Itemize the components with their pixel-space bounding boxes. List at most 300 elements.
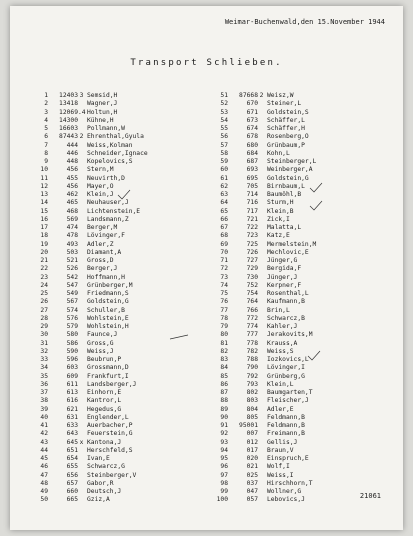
prisoner-number: 772 xyxy=(246,314,258,322)
prisoner-name: Iozkovics,L xyxy=(267,356,309,363)
prisoner-name: Hegedus,G xyxy=(87,405,122,413)
prisoner-name: Krauss,A xyxy=(267,339,298,347)
prisoner-name: Bergida,F xyxy=(267,265,302,273)
list-item xyxy=(212,472,333,480)
row-number: 7 xyxy=(44,141,48,149)
marker xyxy=(78,422,85,430)
prisoner-number: 684 xyxy=(246,149,258,157)
list-item xyxy=(212,241,333,249)
marker xyxy=(78,191,85,199)
marker: .4 xyxy=(78,108,86,116)
marker xyxy=(258,290,265,298)
row-number: 58 xyxy=(220,149,228,157)
prisoner-name: Grünbaum,P xyxy=(267,141,305,149)
row-number: 59 xyxy=(220,158,228,165)
prisoner-number: 754 xyxy=(246,290,258,297)
prisoner-number: 721 xyxy=(246,215,258,223)
prisoner-number: 693 xyxy=(246,166,258,174)
list-item xyxy=(32,125,153,133)
prisoner-name: Mayer,O xyxy=(87,182,114,190)
marker xyxy=(258,125,265,133)
prisoner-number: 579 xyxy=(66,323,78,330)
marker xyxy=(258,224,265,232)
row-number: 53 xyxy=(220,108,228,116)
prisoner-name: Kantror,L xyxy=(87,397,122,405)
row-number: 71 xyxy=(220,257,228,264)
prisoner-name: Gross,D xyxy=(87,257,114,264)
prisoner-number: 021 xyxy=(246,463,258,471)
marker xyxy=(78,274,85,282)
prisoner-name: Fleischer,J xyxy=(267,397,309,405)
prisoner-name: Lövinger,F xyxy=(87,232,125,240)
prisoner-number: 671 xyxy=(246,108,258,116)
list-item xyxy=(32,142,153,150)
marker xyxy=(258,274,265,282)
list-item xyxy=(212,331,333,339)
marker xyxy=(258,208,265,216)
prisoner-name: Sturm,H xyxy=(267,199,294,207)
marker xyxy=(258,496,265,504)
marker xyxy=(78,117,85,125)
marker xyxy=(258,282,265,290)
marker xyxy=(78,488,85,496)
prisoner-name: Lövinger,I xyxy=(267,364,305,372)
row-number: 19 xyxy=(40,240,48,248)
prisoner-number: 603 xyxy=(66,364,78,372)
list-item xyxy=(212,439,333,447)
row-number: 11 xyxy=(40,174,48,182)
row-number: 93 xyxy=(220,438,228,446)
row-number: 61 xyxy=(220,174,228,182)
list-item xyxy=(212,117,333,125)
pen-stroke-mark xyxy=(170,335,188,339)
list-item xyxy=(212,100,333,108)
prisoner-number: 792 xyxy=(246,372,258,380)
list-item xyxy=(32,463,153,471)
list-item xyxy=(32,414,153,422)
prisoner-name: Jünger,J xyxy=(267,273,298,281)
marker: 2 xyxy=(79,133,84,141)
list-item xyxy=(212,496,333,504)
row-number: 62 xyxy=(220,182,228,190)
row-number: 98 xyxy=(220,479,228,487)
prisoner-number: 655 xyxy=(66,463,78,471)
prisoner-name: Englender,L xyxy=(87,413,129,421)
prisoner-name: Klein,L xyxy=(267,380,294,388)
list-item xyxy=(212,307,333,315)
list-item xyxy=(32,315,153,323)
list-item xyxy=(212,463,333,471)
prisoner-number: 717 xyxy=(246,207,258,215)
list-item xyxy=(32,389,153,397)
marker xyxy=(78,480,85,488)
row-number: 84 xyxy=(220,364,228,372)
marker xyxy=(78,290,85,298)
document-page xyxy=(10,6,403,530)
prisoner-number: 725 xyxy=(246,240,258,248)
row-number: 80 xyxy=(220,331,228,339)
marker xyxy=(78,397,85,405)
marker xyxy=(258,216,265,224)
prisoner-number: 730 xyxy=(246,273,258,281)
marker xyxy=(78,150,85,158)
list-item xyxy=(212,282,333,290)
prisoner-number: 007 xyxy=(246,430,258,438)
row-number: 88 xyxy=(220,397,228,405)
prisoner-name: Kahler,J xyxy=(267,323,298,330)
prisoner-name: Mechlovic,E xyxy=(267,248,309,256)
list-item xyxy=(32,183,153,191)
marker xyxy=(258,340,265,348)
row-number: 94 xyxy=(220,446,228,454)
marker xyxy=(78,175,85,183)
list-item xyxy=(32,364,153,372)
row-number: 36 xyxy=(40,380,48,388)
row-number: 31 xyxy=(40,339,48,347)
prisoner-number: 020 xyxy=(246,455,258,462)
list-item xyxy=(32,150,153,158)
list-item xyxy=(212,232,333,240)
list-item xyxy=(32,282,153,290)
prisoner-number: 590 xyxy=(66,347,78,355)
list-item xyxy=(212,125,333,133)
prisoner-name: Weiss,J xyxy=(87,347,114,355)
row-number: 44 xyxy=(40,446,48,454)
marker xyxy=(78,125,85,133)
list-item xyxy=(32,117,153,125)
prisoner-name: Schäffer,L xyxy=(267,116,305,124)
prisoner-number: 643 xyxy=(66,430,78,438)
marker xyxy=(258,356,265,364)
list-item xyxy=(212,323,333,331)
row-number: 15 xyxy=(40,207,48,215)
marker xyxy=(258,480,265,488)
row-number: 67 xyxy=(220,224,228,231)
marker xyxy=(78,447,85,455)
prisoner-number: 793 xyxy=(246,380,258,388)
marker xyxy=(78,100,85,108)
prisoner-name: Berger,M xyxy=(87,224,118,231)
prisoner-number: 687 xyxy=(246,158,258,165)
marker xyxy=(258,257,265,265)
prisoner-name: Schwarcz,G xyxy=(87,463,125,471)
row-number: 35 xyxy=(40,372,48,380)
row-number: 73 xyxy=(220,273,228,281)
list-item xyxy=(212,348,333,356)
list-item xyxy=(212,414,333,422)
prisoner-name: Schuller,B xyxy=(87,306,125,314)
prisoner-name: Wollner,G xyxy=(267,488,302,495)
prisoner-name: Grünberg,G xyxy=(267,372,305,380)
list-item xyxy=(212,183,333,191)
prisoner-number: 526 xyxy=(66,265,78,273)
row-number: 56 xyxy=(220,133,228,141)
row-number: 27 xyxy=(40,306,48,314)
marker xyxy=(78,224,85,232)
prisoner-name: Feldmann,B xyxy=(267,413,305,421)
prisoner-number: 576 xyxy=(66,314,78,322)
marker xyxy=(78,282,85,290)
prisoner-name: Stern,M xyxy=(87,166,114,174)
marker xyxy=(258,100,265,108)
row-number: 68 xyxy=(220,232,228,240)
prisoner-name: Adler,Z xyxy=(87,240,114,248)
row-number: 48 xyxy=(40,479,48,487)
marker xyxy=(258,373,265,381)
row-number: 66 xyxy=(220,215,228,223)
row-number: 25 xyxy=(40,290,48,297)
prisoner-name: Einspruch,E xyxy=(267,455,309,462)
prisoner-name: Kohn,L xyxy=(267,149,290,157)
marker xyxy=(78,340,85,348)
row-number: 46 xyxy=(40,463,48,471)
list-item xyxy=(212,175,333,183)
prisoner-name: Weiss,S xyxy=(267,347,294,355)
row-number: 69 xyxy=(220,240,228,248)
prisoner-name: Hoffmann,H xyxy=(87,273,125,281)
marker xyxy=(78,315,85,323)
marker xyxy=(258,158,265,166)
row-number: 6 xyxy=(44,133,48,141)
prisoner-number: 580 xyxy=(66,331,78,339)
prisoner-name: Jünger,G xyxy=(267,257,298,264)
prisoner-name: Kaufmann,B xyxy=(267,298,305,306)
prisoner-name: Kühne,H xyxy=(87,116,114,124)
prisoner-name: Gross,G xyxy=(87,339,114,347)
row-number: 28 xyxy=(40,314,48,322)
prisoner-name: Feldmann,B xyxy=(267,422,305,429)
prisoner-name: Kopelovics,S xyxy=(87,158,133,165)
prisoner-number: 788 xyxy=(246,356,258,363)
marker xyxy=(258,331,265,339)
prisoner-number: 446 xyxy=(66,149,78,157)
row-number: 1 xyxy=(44,92,48,99)
row-number: 78 xyxy=(220,314,228,322)
prisoner-number: 574 xyxy=(66,306,78,314)
prisoner-number: 631 xyxy=(66,413,78,421)
prisoner-number: 613 xyxy=(66,389,78,396)
list-item xyxy=(212,356,333,364)
prisoner-name: Klein,B xyxy=(267,207,294,215)
list-item xyxy=(212,158,333,166)
marker xyxy=(78,406,85,414)
prisoner-name: Lebovics,J xyxy=(267,496,305,504)
row-number: 14 xyxy=(40,199,48,207)
prisoner-number: 047 xyxy=(246,488,258,495)
prisoner-number: 12069 xyxy=(59,108,78,116)
row-number: 13 xyxy=(40,191,48,198)
list-item xyxy=(212,447,333,455)
list-item xyxy=(212,430,333,438)
row-number: 79 xyxy=(220,323,228,330)
prisoner-name: Wohlstein,H xyxy=(87,323,129,330)
row-number: 52 xyxy=(220,100,228,108)
list-item xyxy=(32,406,153,414)
prisoner-number: 766 xyxy=(246,306,258,314)
prisoner-name: Grünberger,M xyxy=(87,281,133,289)
list-item xyxy=(32,447,153,455)
row-number: 38 xyxy=(40,397,48,405)
list-item xyxy=(212,142,333,150)
marker xyxy=(258,241,265,249)
prisoner-name: Faunce,J xyxy=(87,331,118,339)
marker xyxy=(258,249,265,257)
list-item xyxy=(32,224,153,232)
marker xyxy=(258,406,265,414)
prisoner-number: 13418 xyxy=(59,100,78,108)
marker xyxy=(78,158,85,166)
list-item xyxy=(32,133,153,141)
row-number: 5 xyxy=(44,125,48,132)
list-item xyxy=(32,348,153,356)
prisoner-name: Brin,L xyxy=(267,306,290,314)
marker xyxy=(78,430,85,438)
prisoner-name: Wohlstein,E xyxy=(87,314,129,322)
prisoner-name: Gziz,A xyxy=(87,496,110,504)
list-item xyxy=(212,150,333,158)
row-number: 86 xyxy=(220,380,228,388)
list-item xyxy=(212,315,333,323)
prisoner-number: 493 xyxy=(66,240,78,248)
prisoner-number: 14300 xyxy=(59,116,78,124)
list-item xyxy=(32,274,153,282)
prisoner-number: 456 xyxy=(66,182,78,190)
marker xyxy=(258,183,265,191)
row-number: 42 xyxy=(40,430,48,438)
marker: x xyxy=(79,438,84,446)
prisoner-number: 729 xyxy=(246,265,258,273)
prisoner-number: 569 xyxy=(66,215,78,223)
marker xyxy=(78,463,85,471)
prisoner-name: Wagner,J xyxy=(87,100,118,108)
prisoner-name: Schäffer,H xyxy=(267,125,305,132)
list-item xyxy=(212,364,333,372)
prisoner-name: Friedmann,S xyxy=(87,290,129,297)
row-number: 10 xyxy=(40,166,48,174)
marker xyxy=(258,364,265,372)
prisoner-name: Rosenthal,L xyxy=(267,290,309,297)
prisoner-name: Mermelstein,M xyxy=(267,240,317,248)
row-number: 92 xyxy=(220,430,228,438)
marker xyxy=(258,455,265,463)
list-item xyxy=(32,232,153,240)
prisoner-number: 673 xyxy=(246,116,258,124)
prisoner-name: Pollmann,W xyxy=(87,125,125,132)
list-item xyxy=(212,191,333,199)
prisoner-number: 503 xyxy=(66,248,78,256)
prisoner-number: 017 xyxy=(246,446,258,454)
list-item xyxy=(32,331,153,339)
prisoner-name: Goldstein,G xyxy=(87,298,129,306)
prisoner-number: 752 xyxy=(246,281,258,289)
marker xyxy=(78,208,85,216)
marker: 3 xyxy=(79,92,84,99)
prisoner-name: Einhorn,E xyxy=(87,389,122,396)
place-date-header: Weimar-Buchenwald,den 15.November 1944 xyxy=(224,18,385,26)
list-item xyxy=(32,480,153,488)
row-number: 41 xyxy=(40,422,48,429)
marker xyxy=(78,414,85,422)
prisoner-name: Adler,E xyxy=(267,405,294,413)
row-number: 54 xyxy=(220,116,228,124)
prisoner-name: Schneider,Ignace xyxy=(87,149,148,157)
marker xyxy=(258,232,265,240)
prisoner-number: 657 xyxy=(66,479,78,487)
list-item xyxy=(32,422,153,430)
row-number: 32 xyxy=(40,347,48,355)
prisoner-name: Kerpner,F xyxy=(267,281,302,289)
prisoner-name: Deutsch,J xyxy=(87,488,122,495)
list-item xyxy=(212,216,333,224)
list-item xyxy=(32,241,153,249)
marker xyxy=(78,216,85,224)
row-number: 70 xyxy=(220,248,228,256)
row-number: 83 xyxy=(220,356,228,363)
prisoner-name: Freimann,B xyxy=(267,430,305,438)
row-number: 29 xyxy=(40,323,48,330)
list-item xyxy=(32,496,153,504)
row-number: 8 xyxy=(44,149,48,157)
prisoner-name: Steiner,L xyxy=(267,100,302,108)
marker xyxy=(258,430,265,438)
prisoner-number: 057 xyxy=(246,496,258,504)
prisoner-number: 764 xyxy=(246,298,258,306)
list-item xyxy=(212,373,333,381)
prisoner-name: Landsmann,Z xyxy=(87,215,129,223)
marker xyxy=(258,191,265,199)
prisoner-number: 12403 xyxy=(59,92,78,99)
marker xyxy=(78,199,85,207)
prisoner-name: Weiss,I xyxy=(267,471,294,479)
list-item xyxy=(212,199,333,207)
list-item xyxy=(32,455,153,463)
list-item xyxy=(32,216,153,224)
prisoner-number: 782 xyxy=(246,347,258,355)
prisoner-number: 674 xyxy=(246,125,258,132)
prisoner-number: 678 xyxy=(246,133,258,141)
prisoner-number: 012 xyxy=(246,438,258,446)
prisoner-number: 633 xyxy=(66,422,78,429)
marker xyxy=(258,488,265,496)
list-item xyxy=(32,208,153,216)
prisoner-number: 456 xyxy=(66,166,78,174)
prisoner-name: Berger,J xyxy=(87,265,118,273)
row-number: 16 xyxy=(40,215,48,223)
prisoner-name: Neuvirth,D xyxy=(87,174,125,182)
row-number: 90 xyxy=(220,413,228,421)
row-number: 81 xyxy=(220,339,228,347)
marker xyxy=(258,109,265,117)
marker: 2 xyxy=(259,92,264,99)
prisoner-name: Goldstein,G xyxy=(267,174,309,182)
row-number: 3 xyxy=(44,108,48,116)
marker xyxy=(78,241,85,249)
prisoner-name: Semsid,H xyxy=(87,92,118,99)
prisoner-number: 645 xyxy=(66,438,78,446)
list-item xyxy=(32,175,153,183)
list-item xyxy=(212,133,333,141)
list-item xyxy=(32,109,153,117)
prisoner-number: 478 xyxy=(66,232,78,240)
marker xyxy=(258,389,265,397)
prisoner-number: 660 xyxy=(66,488,78,495)
row-number: 63 xyxy=(220,191,228,198)
row-number: 97 xyxy=(220,471,228,479)
prisoner-number: 521 xyxy=(66,257,78,264)
prisoner-number: 670 xyxy=(246,100,258,108)
marker xyxy=(258,414,265,422)
row-number: 91 xyxy=(220,422,228,429)
